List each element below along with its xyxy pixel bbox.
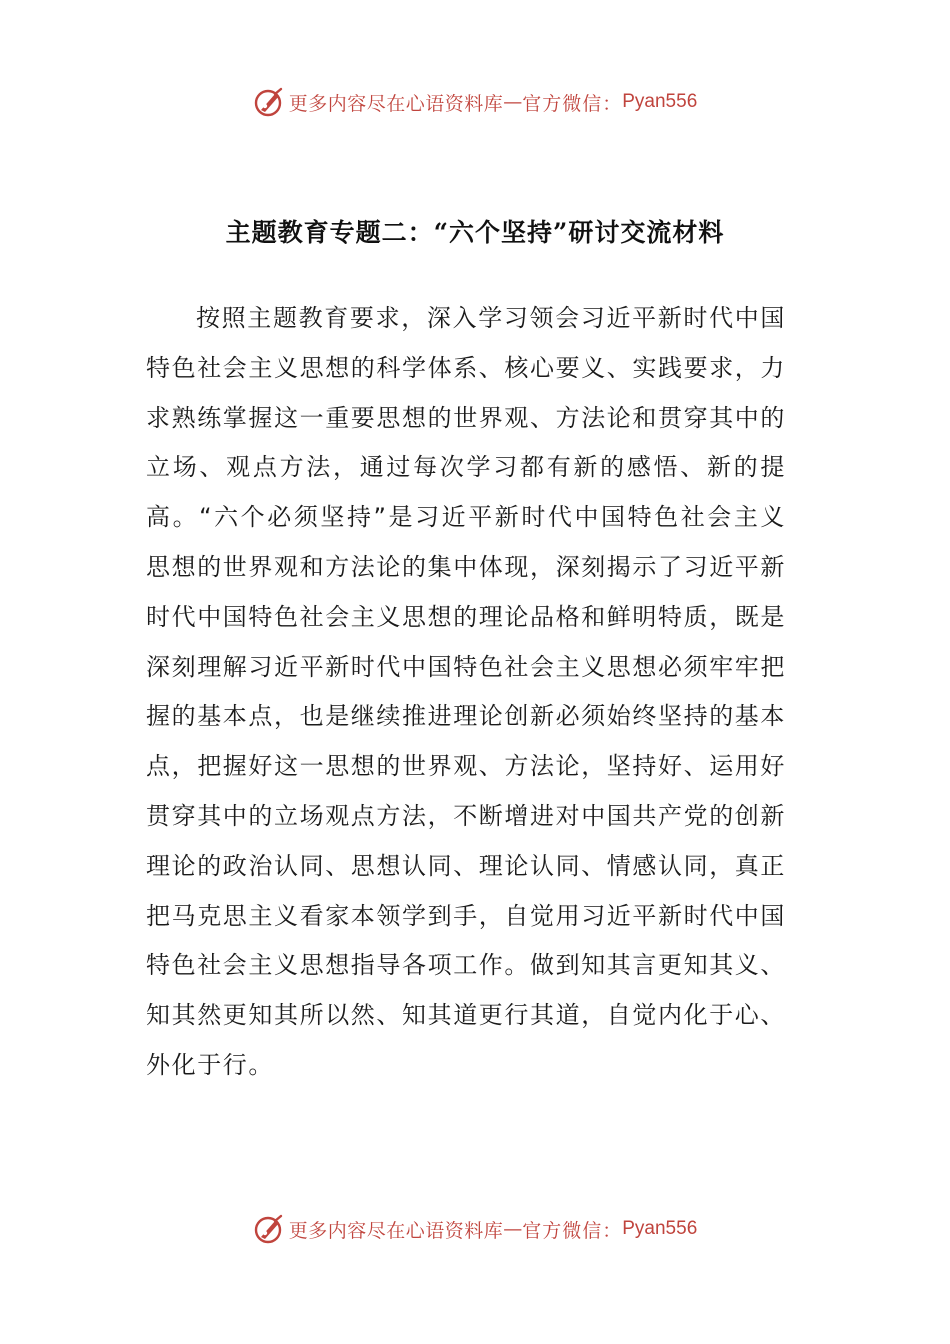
footer-watermark — [0, 1213, 950, 1245]
watermark-text: 更多内容尽在心语资料库 — [288, 1219, 504, 1242]
pen-logo-icon — [253, 1213, 285, 1245]
document-title: 主题教育专题二：“六个坚持”研讨交流材料 — [225, 218, 725, 247]
watermark-dash: — — [503, 1218, 523, 1240]
document-paragraph: 按照主题教育要求，深入学习领会习近平新时代中国特色社会主义思想的科学体系、核心要义、实践要求，力求熟练掌握这一重要思想的世界观、方法论和贯穿其中的立场、观点方法，通过每次学习都有新的感悟、新的提高。“六个必须坚持”是习近平新时代中国特色社会主义思想的世界观和方法论的集中体现，深刻揭示了习近平新时代中国特色社会主义思想的理论品格和鲜明特质，既是深刻理解习近平新时代中国特色社会主义思想必须牢牢把握的基本点，也是继续推进理论创新必须始终坚持的基本点，把握好这一思想的世界观、方法论，坚持好、运用好贯穿其中的立场观点方法，不断增进对中国共产党的创新理论的政治认同、思想认同、理论认同、情感认同，真正把马克思主义看家本领学到手，自觉用习近平新时代中国特色社会主义思想指导各项工作。做到知其言更知其义、知其然更知其所以然、知其道更行其道，自觉内化于心、外化于行。 — [146, 304, 786, 1079]
watermark-wechat-label: 官方微信： — [522, 1219, 623, 1242]
watermark-wechat-id: Pyan556 — [622, 1218, 698, 1239]
watermark-dash: — — [503, 91, 523, 113]
header-watermark — [0, 86, 950, 118]
watermark-wechat-id: Pyan556 — [622, 91, 698, 112]
watermark-wechat-label: 官方微信： — [522, 92, 623, 115]
watermark-text: 更多内容尽在心语资料库 — [288, 92, 504, 115]
pen-logo-icon — [253, 86, 285, 118]
